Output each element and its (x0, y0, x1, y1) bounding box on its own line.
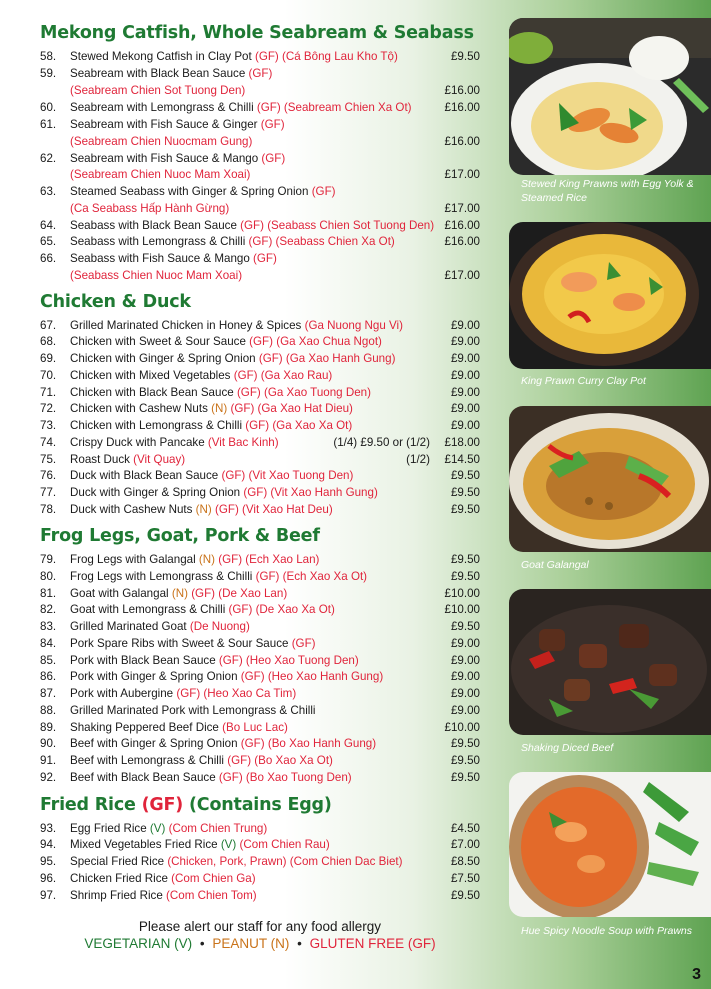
item-vietnamese-name: (Seabream Chien Nuocmam Gung) (70, 135, 253, 148)
item-price: £16.00 (444, 101, 480, 114)
menu-item-84 (40, 635, 480, 652)
item-vietnamese-name: (Seabream Chien Nuoc Mam Xoai) (70, 168, 251, 181)
item-name: Egg Fried Rice (70, 822, 147, 835)
item-name: Goat with Lemongrass & Chilli (70, 603, 226, 616)
item-name: Steamed Seabass with Ginger & Spring Onion (70, 185, 309, 198)
item-tags: (GF) (291, 637, 316, 650)
item-vietnamese-name: (Ca Seabass Hấp Hành Gừng) (70, 202, 230, 215)
item-tags: (Com Chien Rau) (239, 838, 330, 851)
menu-item-89 (40, 719, 480, 736)
item-number: 75. (40, 453, 57, 466)
menu-item-94 (40, 836, 480, 853)
item-tags: (GF) (260, 118, 285, 131)
menu-item-82 (40, 601, 480, 618)
section-title-seafood: Mekong Catfish, Whole Seabream & Seabass (40, 23, 474, 43)
item-number: 70. (40, 369, 57, 382)
item-name: Chicken Fried Rice (70, 872, 168, 885)
item-number: 67. (40, 319, 57, 332)
menu-item-74 (40, 434, 480, 451)
item-price: £16.00 (444, 235, 480, 248)
menu-item-67 (40, 317, 480, 334)
section-title-text: Fried Rice (40, 795, 136, 815)
menu-item-90 (40, 735, 480, 752)
item-price: £16.00 (444, 219, 480, 232)
gluten-free-tag: (GF) (141, 795, 184, 815)
item-tags: (GF) (Ga Xao Xa Ot) (245, 419, 353, 432)
item-tags: (Com Chien Trung) (168, 822, 268, 835)
menu-item-72 (40, 400, 480, 417)
menu-item-79 (40, 551, 480, 568)
item-tags: (GF) (Ga Xao Chua Ngot) (249, 335, 382, 348)
menu-item-88 (40, 702, 480, 719)
item-tags: (GF) (De Xao Xa Ot) (228, 603, 335, 616)
item-price: £9.50 (450, 469, 480, 482)
item-number: 81. (40, 587, 57, 600)
item-tags: (GF) (Ech Xao Lan) (218, 553, 320, 566)
item-price: £17.00 (444, 269, 480, 282)
item-price: £9.00 (450, 352, 480, 365)
item-price: £4.50 (450, 822, 480, 835)
portion-options: (1/2) (406, 453, 430, 466)
allergy-legend (40, 935, 480, 952)
item-number: 80. (40, 570, 57, 583)
item-number: 60. (40, 101, 57, 114)
item-tags: (Vit Quay) (133, 453, 186, 466)
menu-item-75 (40, 451, 480, 468)
item-number: 63. (40, 185, 57, 198)
item-number: 58. (40, 50, 57, 63)
photo-caption: Stewed King Prawns with Egg Yolk & Steamed Rice (521, 178, 694, 204)
item-number: 84. (40, 637, 57, 650)
item-name: Roast Duck (70, 453, 130, 466)
peanut-tag: (N) (198, 553, 216, 566)
item-number: 97. (40, 889, 57, 902)
photo-curry-clay-pot (509, 222, 711, 369)
item-name: Shaking Peppered Beef Dice (70, 721, 219, 734)
vegetarian-legend: VEGETARIAN (V) (84, 936, 193, 951)
item-tags: (GF) (248, 67, 273, 80)
menu-item-81 (40, 585, 480, 602)
menu-item-66 (40, 250, 480, 267)
item-price: £16.00 (444, 135, 480, 148)
item-price: £17.00 (444, 168, 480, 181)
menu-item-64 (40, 217, 480, 234)
item-name: Beef with Lemongrass & Chilli (70, 754, 225, 767)
item-name: Pork Spare Ribs with Sweet & Sour Sauce (70, 637, 289, 650)
item-number: 59. (40, 67, 57, 80)
item-tags: (GF) (Seabass Chien Xa Ot) (248, 235, 395, 248)
item-price: £14.50 (444, 453, 480, 466)
item-number: 87. (40, 687, 57, 700)
item-number: 66. (40, 252, 57, 265)
item-price: £9.00 (450, 670, 480, 683)
menu-item-65 (40, 233, 480, 250)
item-price: £9.00 (450, 637, 480, 650)
item-tags: (GF) (Bo Xao Hanh Gung) (240, 737, 377, 750)
photo-caption: Shaking Diced Beef (521, 742, 614, 754)
menu-item-59 (40, 65, 480, 82)
item-price: £9.00 (450, 419, 480, 432)
menu-item-77 (40, 484, 480, 501)
item-price: £9.50 (450, 754, 480, 767)
item-number: 78. (40, 503, 57, 516)
menu-item-73 (40, 417, 480, 434)
item-tags: (GF) (Vit Xao Hanh Gung) (243, 486, 378, 499)
item-price: £9.00 (450, 369, 480, 382)
item-name: Duck with Cashew Nuts (70, 503, 193, 516)
item-name: Grilled Marinated Chicken in Honey & Spices (70, 319, 302, 332)
item-price: £10.00 (444, 721, 480, 734)
section-title-chicken-duck: Chicken & Duck (40, 292, 191, 312)
item-tags: (GF) (Ga Xao Tuong Den) (236, 386, 371, 399)
item-name: Chicken with Mixed Vegetables (70, 369, 231, 382)
item-price: £9.50 (450, 737, 480, 750)
item-tags: (GF) (Heo Xao Ca Tim) (176, 687, 297, 700)
section-title-frog-goat-pork-beef: Frog Legs, Goat, Pork & Beef (40, 526, 320, 546)
item-number: 82. (40, 603, 57, 616)
item-name: Goat with Galangal (70, 587, 169, 600)
item-name: Crispy Duck with Pancake (70, 436, 205, 449)
item-tags: (GF) (De Xao Lan) (191, 587, 288, 600)
item-number: 77. (40, 486, 57, 499)
item-number: 69. (40, 352, 57, 365)
item-name: Frog Legs with Galangal (70, 553, 196, 566)
item-number: 79. (40, 553, 57, 566)
item-price: £17.00 (444, 202, 480, 215)
photo-caption: Hue Spicy Noodle Soup with Prawns (521, 925, 693, 937)
item-price: £9.00 (450, 654, 480, 667)
photo-caption: Goat Galangal (521, 559, 589, 571)
item-tags: (GF) (Ga Xao Hat Dieu) (230, 402, 353, 415)
item-number: 95. (40, 855, 57, 868)
item-tags: (GF) (Ga Xao Rau) (233, 369, 333, 382)
photo-noodle-soup (509, 772, 711, 917)
item-price: £16.00 (444, 84, 480, 97)
legend-separator: • (297, 936, 302, 951)
item-number: 64. (40, 219, 57, 232)
item-tags: (GF) (Heo Xao Hanh Gung) (240, 670, 384, 683)
menu-item-59-sub (40, 82, 480, 99)
menu-item-63 (40, 183, 480, 200)
allergy-notice: Please alert our staff for any food allergy (138, 919, 382, 934)
menu-item-86 (40, 668, 480, 685)
contains-egg-note: (Contains Egg) (189, 795, 332, 815)
menu-item-62 (40, 150, 480, 167)
menu-item-91 (40, 752, 480, 769)
item-price: £7.00 (450, 838, 480, 851)
item-price: £10.00 (444, 603, 480, 616)
menu-item-92 (40, 769, 480, 786)
peanut-legend: PEANUT (N) (212, 936, 290, 951)
item-name: Seabass with Fish Sauce & Mango (70, 252, 250, 265)
item-name: Pork with Ginger & Spring Onion (70, 670, 238, 683)
menu-item-70 (40, 367, 480, 384)
item-name: Stewed Mekong Catfish in Clay Pot (70, 50, 252, 63)
item-number: 85. (40, 654, 57, 667)
menu-item-63-sub (40, 200, 480, 217)
item-price: £9.50 (450, 889, 480, 902)
item-tags: (GF) (Seabass Chien Sot Tuong Den) (240, 219, 435, 232)
item-number: 61. (40, 118, 57, 131)
vegetarian-tag: (V) (220, 838, 237, 851)
page-number: 3 (692, 966, 701, 983)
item-name: Pork with Aubergine (70, 687, 174, 700)
menu-item-69 (40, 350, 480, 367)
item-name: Frog Legs with Lemongrass & Chilli (70, 570, 253, 583)
menu-item-61 (40, 116, 480, 133)
item-number: 94. (40, 838, 57, 851)
legend-separator: • (199, 936, 205, 951)
item-tags: (GF) (Bo Xao Tuong Den) (218, 771, 352, 784)
item-price: £9.50 (450, 620, 480, 633)
photo-caption: King Prawn Curry Clay Pot (521, 375, 646, 387)
menu-item-80 (40, 568, 480, 585)
photo-goat-galangal (509, 406, 711, 552)
item-number: 88. (40, 704, 57, 717)
item-name: Grilled Marinated Goat (70, 620, 187, 633)
item-name: Seabream with Fish Sauce & Mango (70, 152, 259, 165)
gluten-free-legend: GLUTEN FREE (GF) (309, 936, 436, 951)
item-tags: (GF) (261, 152, 286, 165)
item-price: £9.00 (450, 704, 480, 717)
item-number: 62. (40, 152, 57, 165)
item-tags: (GF) (Bo Xao Xa Ot) (227, 754, 333, 767)
menu-item-66-sub (40, 267, 480, 284)
item-price: £9.00 (450, 319, 480, 332)
item-vietnamese-name: (Seabass Chien Nuoc Mam Xoai) (70, 269, 243, 282)
item-name: Seabass with Lemongrass & Chilli (70, 235, 246, 248)
photo-prawn-rice (509, 18, 711, 175)
photo-shaking-beef (509, 589, 711, 735)
item-name: Chicken with Sweet & Sour Sauce (70, 335, 246, 348)
item-number: 65. (40, 235, 57, 248)
item-name: Shrimp Fried Rice (70, 889, 163, 902)
item-number: 83. (40, 620, 57, 633)
menu-item-87 (40, 685, 480, 702)
peanut-tag: (N) (195, 503, 212, 516)
menu-item-93 (40, 820, 480, 837)
vegetarian-tag: (V) (149, 822, 166, 835)
menu-item-76 (40, 467, 480, 484)
item-tags: (GF) (Ech Xao Xa Ot) (255, 570, 368, 583)
item-tags: (De Nuong) (189, 620, 250, 633)
item-tags: (Com Chien Tom) (166, 889, 257, 902)
menu-item-96 (40, 870, 480, 887)
item-tags: (Chicken, Pork, Prawn) (Com Chien Dac Biet) (167, 855, 403, 868)
item-tags: (GF) (253, 252, 277, 265)
item-number: 92. (40, 771, 57, 784)
menu-item-58 (40, 48, 480, 65)
item-number: 68. (40, 335, 57, 348)
item-number: 86. (40, 670, 57, 683)
item-price: £9.50 (450, 50, 480, 63)
item-tags: (Ga Nuong Ngu Vi) (304, 319, 403, 332)
item-price: £9.00 (450, 687, 480, 700)
item-price: £9.50 (450, 503, 480, 516)
item-price: £9.00 (450, 335, 480, 348)
item-price: £9.50 (450, 771, 480, 784)
item-number: 96. (40, 872, 57, 885)
item-name: Seabream with Lemongrass & Chilli (70, 101, 254, 114)
menu-item-60 (40, 99, 480, 116)
item-name: Special Fried Rice (70, 855, 165, 868)
item-number: 74. (40, 436, 57, 449)
item-tags: (Com Chien Ga) (171, 872, 256, 885)
section-title-fried-rice (40, 795, 332, 815)
menu-item-83 (40, 618, 480, 635)
peanut-tag: (N) (171, 587, 188, 600)
item-name: Chicken with Lemongrass & Chilli (70, 419, 243, 432)
item-name: Chicken with Black Bean Sauce (70, 386, 234, 399)
item-price: £9.50 (450, 570, 480, 583)
item-number: 73. (40, 419, 57, 432)
item-name: Seabream with Fish Sauce & Ginger (70, 118, 258, 131)
item-number: 90. (40, 737, 57, 750)
item-name: Beef with Black Bean Sauce (70, 771, 216, 784)
menu-item-95 (40, 853, 480, 870)
menu-item-71 (40, 384, 480, 401)
item-number: 76. (40, 469, 57, 482)
item-price: £18.00 (444, 436, 480, 449)
peanut-tag: (N) (211, 402, 228, 415)
item-name: Grilled Marinated Pork with Lemongrass & Chilli (70, 704, 316, 717)
item-name: Pork with Black Bean Sauce (70, 654, 216, 667)
item-tags: (GF) (Ga Xao Hanh Gung) (258, 352, 396, 365)
item-name: Mixed Vegetables Fried Rice (70, 838, 218, 851)
item-tags: (Bo Luc Lac) (222, 721, 288, 734)
item-name: Duck with Black Bean Sauce (70, 469, 219, 482)
portion-options: (1/4) £9.50 or (1/2) (333, 436, 430, 449)
item-tags: (GF) (Vit Xao Tuong Den) (221, 469, 354, 482)
item-name: Chicken with Ginger & Spring Onion (70, 352, 256, 365)
menu-item-68 (40, 333, 480, 350)
item-tags: (GF) (Heo Xao Tuong Den) (218, 654, 359, 667)
menu-item-62-sub (40, 166, 480, 183)
item-number: 72. (40, 402, 57, 415)
item-price: £8.50 (450, 855, 480, 868)
item-name: Beef with Ginger & Spring Onion (70, 737, 238, 750)
item-name: Seabream with Black Bean Sauce (70, 67, 246, 80)
item-tags: (GF) (Vit Xao Hat Deu) (215, 503, 333, 516)
item-number: 93. (40, 822, 57, 835)
item-number: 89. (40, 721, 57, 734)
item-number: 91. (40, 754, 57, 767)
menu-item-78 (40, 501, 480, 518)
item-tags: (GF) (Cá Bông Lau Kho Tộ) (254, 50, 398, 63)
menu-item-61-sub (40, 133, 480, 150)
item-tags: (GF) (Seabream Chien Xa Ot) (256, 101, 412, 114)
menu-item-85 (40, 652, 480, 669)
item-price: £10.00 (444, 587, 480, 600)
item-tags: (Vit Bac Kinh) (207, 436, 279, 449)
item-name: Seabass with Black Bean Sauce (70, 219, 237, 232)
item-price: £9.00 (450, 402, 480, 415)
item-vietnamese-name: (Seabream Chien Sot Tuong Den) (70, 84, 246, 97)
item-number: 71. (40, 386, 57, 399)
item-price: £9.50 (450, 553, 480, 566)
item-tags: (GF) (311, 185, 336, 198)
item-price: £9.00 (450, 386, 480, 399)
item-name: Duck with Ginger & Spring Onion (70, 486, 241, 499)
item-price: £7.50 (450, 872, 480, 885)
item-price: £9.50 (450, 486, 480, 499)
item-name: Chicken with Cashew Nuts (70, 402, 208, 415)
menu-item-97 (40, 887, 480, 904)
